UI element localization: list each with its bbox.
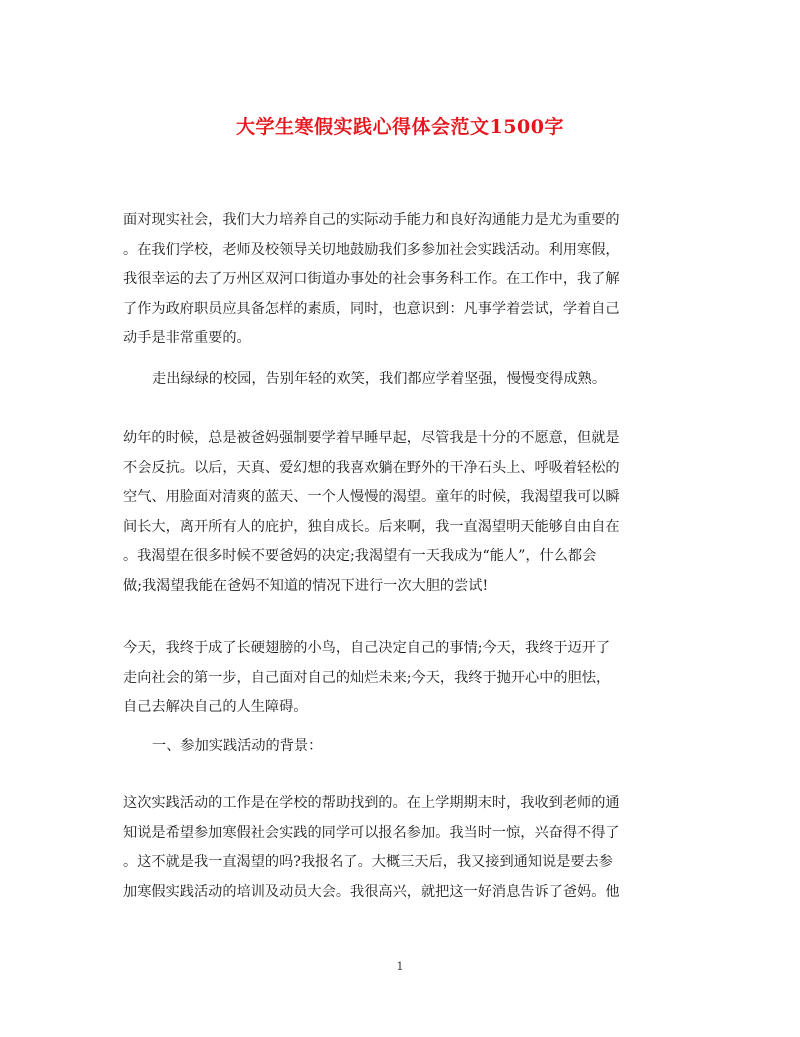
text-line: 面对现实社会，我们大力培养自己的实际动手能力和良好沟通能力是尤为重要的 <box>123 212 620 228</box>
text-line: 了作为政府职员应具备怎样的素质，同时，也意识到：凡事学着尝试，学着自己 <box>123 300 620 317</box>
page-number: 1 <box>396 960 404 973</box>
paragraph-background <box>123 789 679 907</box>
text-line: 自己去解决自己的人生障碍。 <box>123 699 308 715</box>
text-line: 幼年的时候，总是被爸妈强制要学着早睡早起，尽管我是十分的不愿意，但就是 <box>123 430 620 446</box>
text-line: 今天，我终于成了长硬翅膀的小鸟，自己决定自己的事情;今天，我终于迈开了 <box>123 640 611 656</box>
text-line: 。我渴望在很多时候不要爸妈的决定;我渴望有一天我成为“能人”，什么都会 <box>123 548 597 564</box>
paragraph-today <box>123 634 679 723</box>
text-line: 做;我渴望我能在爸妈不知道的情况下进行一次大胆的尝试! <box>123 577 489 594</box>
page-title: 大学生寒假实践心得体会范文1500字 <box>236 116 564 138</box>
text-line: 不会反抗。以后，天真、爱幻想的我喜欢躺在野外的干净石头上、呼吸着轻松的 <box>123 459 620 476</box>
text-line: 动手是非常重要的。 <box>123 330 251 346</box>
section-heading <box>123 732 708 762</box>
text-line: 一、参加实践活动的背景： <box>152 738 323 754</box>
text-line: 间长大，离开所有人的庇护，独自成长。后来啊，我一直渴望明天能够自由自在 <box>123 518 620 535</box>
text-line: 走出绿绿的校园，告别年轻的欢笑，我们都应学着坚强，慢慢变得成熟。 <box>152 371 607 387</box>
text-line: 知说是希望参加寒假社会实践的同学可以报名参加。我当时一惊，兴奋得不得了 <box>123 824 620 841</box>
text-line: 空气、用脸面对清爽的蓝天、一个人慢慢的渴望。童年的时候，我渴望我可以瞬 <box>123 489 620 505</box>
text-line: 。这不就是我一直渴望的吗?我报名了。大概三天后，我又接到通知说是要去参 <box>123 854 613 870</box>
paragraph-childhood <box>123 424 679 601</box>
text-line: 我很幸运的去了万州区双河口街道办事处的社会事务科工作。在工作中，我了解 <box>123 271 620 287</box>
text-line: 。在我们学校，老师及校领导关切地鼓励我们多参加社会实践活动。利用寒假， <box>123 241 620 258</box>
paragraph-campus <box>123 365 708 395</box>
text-line: 走向社会的第一步，自己面对自己的灿烂未来;今天，我终于抛开心中的胆怯， <box>123 669 611 686</box>
text-line: 这次实践活动的工作是在学校的帮助找到的。在上学期期末时，我收到老师的通 <box>123 795 620 811</box>
paragraph-intro <box>123 206 679 354</box>
text-line: 加寒假实践活动的培训及动员大会。我很高兴，就把这一好消息告诉了爸妈。他 <box>123 883 620 900</box>
